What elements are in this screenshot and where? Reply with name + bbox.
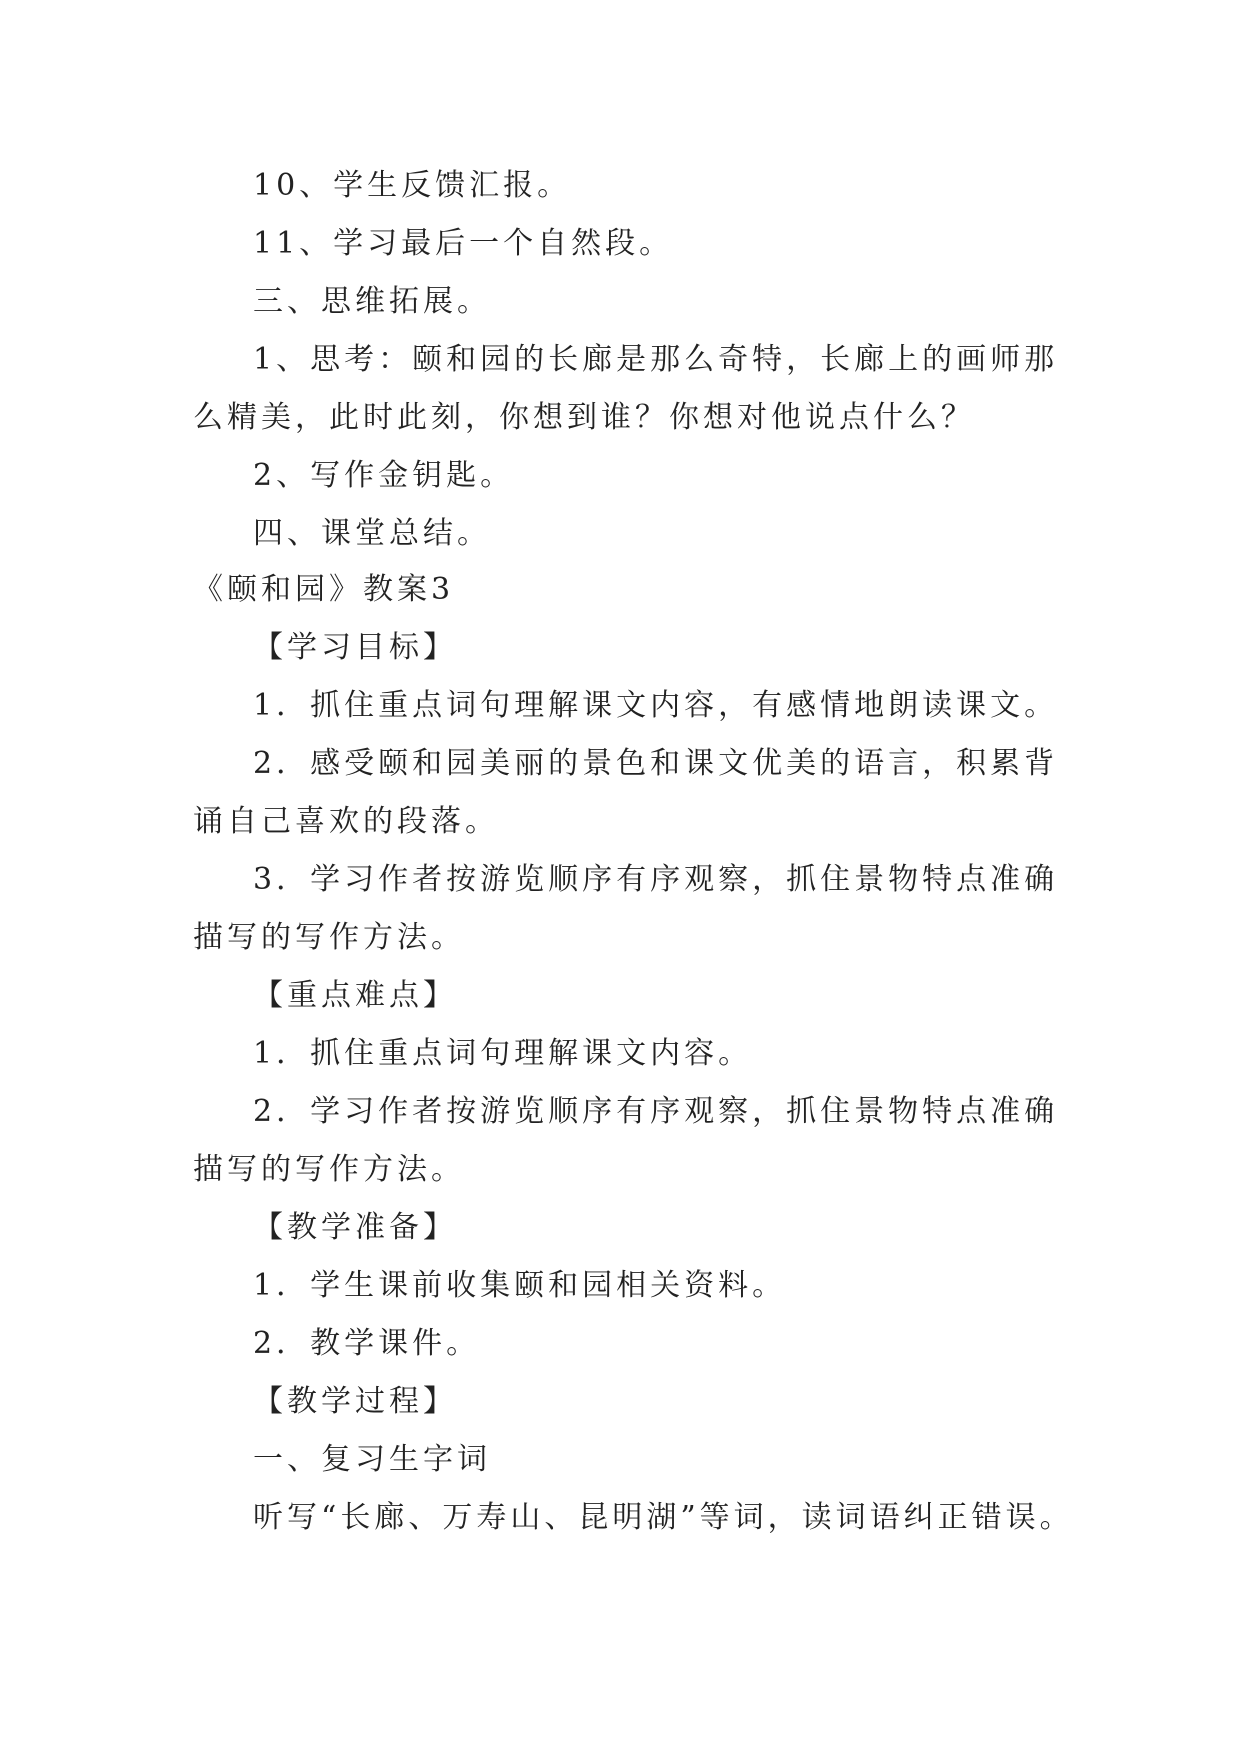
paragraph-line: 1、思考：颐和园的长廊是那么奇特，长廊上的画师那 [253,342,1059,377]
paragraph-line: 1．学生课前收集颐和园相关资料。 [253,1268,787,1303]
paragraph-line: 描写的写作方法。 [193,920,465,955]
paragraph-line: 3．学习作者按游览顺序有序观察，抓住景物特点准确 [253,862,1059,897]
bracket-heading: 【学习目标】 [253,630,457,665]
document-title: 《颐和园》教案3 [193,572,455,607]
paragraph-line: 诵自己喜欢的段落。 [193,804,499,839]
paragraph-line: 2．教学课件。 [253,1326,481,1361]
paragraph-line: 描写的写作方法。 [193,1152,465,1187]
paragraph-line: 1．抓住重点词句理解课文内容，有感情地朗读课文。 [253,688,1059,723]
bracket-heading: 【重点难点】 [253,978,457,1013]
paragraph-line: 1．抓住重点词句理解课文内容。 [253,1036,753,1071]
paragraph-line: 么精美，此时此刻，你想到谁？你想对他说点什么？ [193,400,975,435]
bracket-heading: 【教学准备】 [253,1210,457,1245]
section-heading: 三、思维拓展。 [253,284,491,319]
paragraph-line: 11、学习最后一个自然段。 [253,226,674,261]
paragraph-line: 10、学生反馈汇报。 [253,168,572,203]
paragraph-line: 2、写作金钥匙。 [253,458,515,493]
bracket-heading: 【教学过程】 [253,1384,457,1419]
section-heading: 四、课堂总结。 [253,516,491,551]
paragraph-line: 2．感受颐和园美丽的景色和课文优美的语言，积累背 [253,746,1059,781]
paragraph-line: 2．学习作者按游览顺序有序观察，抓住景物特点准确 [253,1094,1059,1129]
paragraph-line: 听写“长廊、万寿山、昆明湖”等词，读词语纠正错误。 [253,1500,1074,1535]
section-heading: 一、复习生字词 [253,1442,491,1477]
